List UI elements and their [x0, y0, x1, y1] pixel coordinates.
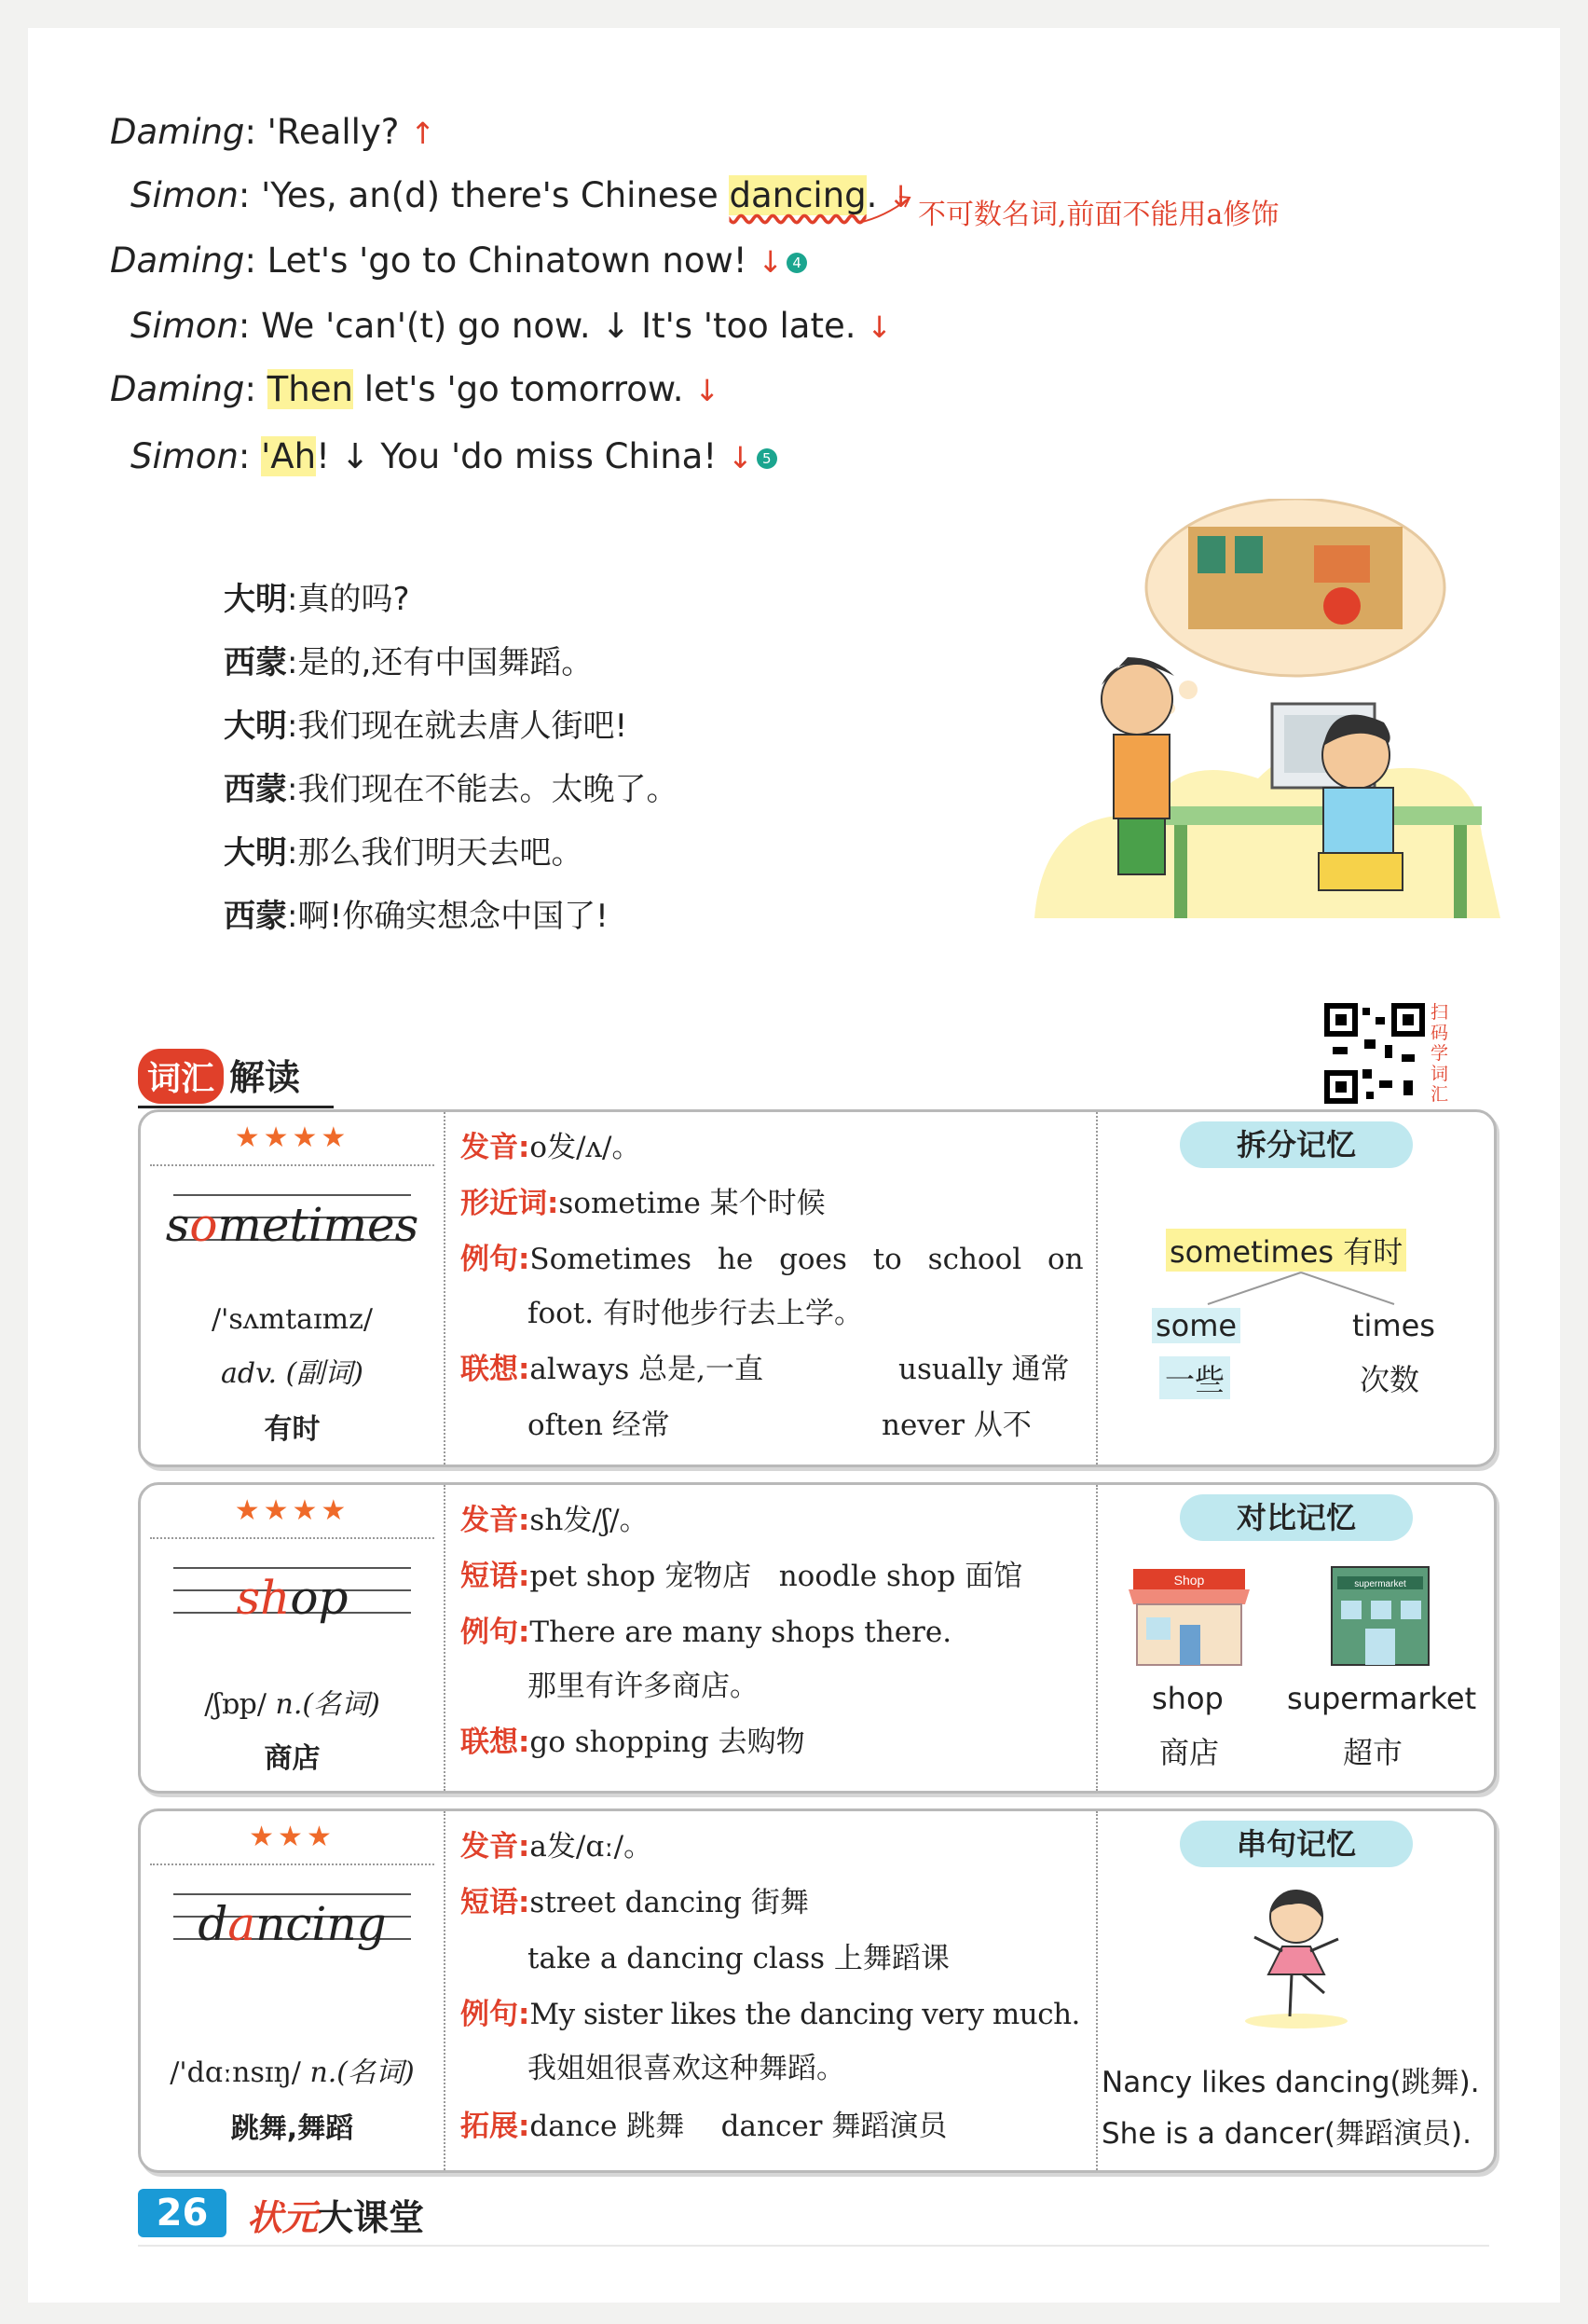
textbook-page	[28, 28, 1560, 2303]
supermarket-icon	[1324, 1560, 1436, 1671]
section-header	[138, 1049, 334, 1108]
split-word: sometimes 有时	[1166, 1229, 1406, 1272]
highlighted-word: Then	[267, 369, 353, 409]
line-text: ! ↓ You 'do miss China!	[316, 436, 718, 476]
line-text: 'Yes, an(d) there's Chinese	[261, 175, 730, 215]
compare-word: shop	[1152, 1681, 1224, 1716]
intonation-mark: ↓	[694, 373, 720, 408]
line-text-end: .	[866, 175, 878, 215]
qr-code-icon[interactable]	[1323, 1002, 1426, 1105]
section-title: 解读	[229, 1057, 301, 1098]
tip-title: 拆分记忆	[1180, 1121, 1413, 1168]
speaker: Daming	[110, 241, 245, 281]
detail-row: 形近词:sometime 某个时候	[460, 1187, 826, 1220]
detail-row: 例句:Sometimes he goes to school on	[460, 1243, 1084, 1276]
detail-row: 我姐姐很喜欢这种舞蹈。	[527, 2052, 845, 2085]
translation-line: 大明:那么我们明天去吧。	[224, 834, 583, 872]
speaker: Daming	[110, 369, 245, 409]
line-text: 真的吗?	[297, 581, 410, 618]
dialogue-line: Daming: Let's 'go to Chinatown now! ↓ 4	[110, 241, 807, 281]
memory-tip-column	[1096, 1112, 1494, 1465]
dancer-girl-illustration	[1236, 1881, 1357, 2030]
detail-row: foot. 有时他步行去上学。	[527, 1297, 863, 1330]
grammar-note	[918, 191, 1279, 232]
detail-row: 发音:sh发/ʃ/。	[460, 1504, 649, 1537]
star-rating: ★★★	[249, 1821, 335, 1853]
speaker: Simon	[130, 436, 239, 476]
detail-row: 发音:a发/ɑː/。	[460, 1830, 653, 1863]
example-sentence: Nancy likes dancing(跳舞).	[1102, 2066, 1480, 2099]
dialogue-line: Simon: We 'can'(t) go now. ↓ It's 'too late. ↓	[130, 306, 893, 346]
svg-text:supermarket: supermarket	[1354, 1579, 1406, 1589]
brand-logo: 状元大课堂	[247, 2197, 425, 2238]
phonetic-line: /'dɑːnsɪŋ/ n.(名词)	[170, 2056, 415, 2089]
speaker: 西蒙	[224, 644, 287, 681]
qr-caption: 扫码学词汇	[1431, 1002, 1449, 1105]
example-sentence: She is a dancer(舞蹈演员).	[1102, 2117, 1472, 2151]
detail-row: take a dancing class 上舞蹈课	[527, 1942, 950, 1975]
word-meaning: 跳舞,舞蹈	[230, 2112, 354, 2145]
translation-line: 西蒙:啊!你确实想念中国了!	[224, 898, 609, 935]
intonation-mark: ↓	[888, 179, 913, 214]
highlighted-word: 'Ah	[261, 436, 317, 476]
intonation-mark: ↑	[410, 116, 435, 151]
tip-title: 串句记忆	[1180, 1821, 1413, 1867]
line-text: 是的,还有中国舞蹈。	[297, 644, 594, 681]
intonation-mark: ↓	[727, 440, 753, 475]
word-column	[141, 1485, 445, 1791]
detail-row: 短语:street dancing 街舞	[460, 1886, 809, 1919]
detail-row: often 经常 never 从不	[527, 1409, 1032, 1442]
translation-line: 西蒙:我们现在不能去。太晚了。	[224, 771, 678, 808]
speaker: 大明	[224, 834, 287, 872]
kids-at-computer-illustration	[1034, 499, 1500, 918]
line-text: We 'can'(t) go now. ↓ It's 'too late.	[261, 306, 856, 346]
headword: sometimes	[165, 1198, 419, 1252]
phonetic-line: /ʃɒp/ n.(名词)	[204, 1688, 380, 1721]
details-column	[444, 1811, 1098, 2170]
dialogue-line: Daming: 'Really? ↑	[110, 112, 435, 152]
vocab-card-shop	[138, 1482, 1497, 1794]
split-part-meaning: 一些	[1159, 1356, 1230, 1399]
detail-row: 拓展:dance 跳舞 dancer 舞蹈演员	[460, 2110, 948, 2143]
speaker: Simon	[130, 175, 239, 215]
detail-row: 短语:pet shop 宠物店 noodle shop 面馆	[460, 1560, 1023, 1593]
compare-meaning: 商店	[1159, 1735, 1220, 1770]
line-text: 啊!你确实想念中国了!	[297, 898, 609, 935]
note-number-badge: 4	[787, 253, 807, 273]
split-part: some	[1152, 1308, 1240, 1343]
note-number-badge: 5	[757, 448, 777, 469]
shop-icon	[1124, 1560, 1254, 1671]
split-part: times	[1352, 1308, 1435, 1343]
dialogue-line: Daming: Then let's 'go tomorrow. ↓	[110, 369, 720, 409]
page-number: 26	[138, 2189, 226, 2237]
headword: shop	[236, 1571, 349, 1625]
word-column	[141, 1112, 445, 1465]
memory-tip-column	[1096, 1485, 1494, 1791]
speaker: 大明	[224, 708, 287, 745]
line-text: Let's 'go to Chinatown now!	[267, 241, 747, 281]
details-column	[444, 1112, 1098, 1465]
translation-line: 大明:我们现在就去唐人街吧!	[224, 708, 628, 745]
detail-row: 发音:o发/ʌ/。	[460, 1131, 641, 1164]
speaker: Daming	[110, 112, 245, 152]
note-text: 不可数名词,前面不能用a修饰	[918, 199, 1280, 231]
memory-tip-column	[1096, 1811, 1494, 2170]
compare-meaning: 超市	[1343, 1735, 1403, 1770]
tip-title: 对比记忆	[1180, 1494, 1413, 1541]
word-meaning: 有时	[264, 1413, 321, 1446]
compare-word: supermarket	[1287, 1681, 1477, 1716]
detail-row: 那里有许多商店。	[527, 1670, 759, 1703]
dialogue-line: Simon: 'Yes, an(d) there's Chinese dancing. ↓	[130, 175, 913, 215]
section-badge: 词汇	[138, 1049, 224, 1104]
word-meaning: 商店	[264, 1742, 321, 1775]
line-text: 我们现在就去唐人街吧!	[297, 708, 628, 745]
vocab-card-sometimes	[138, 1109, 1497, 1467]
speaker: Simon	[130, 306, 239, 346]
word-column	[141, 1811, 445, 2170]
split-part-meaning: 次数	[1360, 1362, 1420, 1397]
speaker: 西蒙	[224, 898, 287, 935]
speaker: 西蒙	[224, 771, 287, 808]
line-text: 我们现在不能去。太晚了。	[297, 771, 678, 808]
intonation-mark: ↓	[758, 244, 784, 280]
line-text: let's 'go tomorrow.	[352, 369, 684, 409]
star-rating: ★★★★	[234, 1121, 350, 1154]
detail-row: 例句:There are many shops there.	[460, 1616, 952, 1649]
translation-line: 西蒙:是的,还有中国舞蹈。	[224, 644, 594, 681]
detail-row: 例句:My sister likes the dancing very much.	[460, 1998, 1080, 2031]
speaker: 大明	[224, 581, 287, 618]
details-column	[444, 1485, 1098, 1791]
phonetic: /'sʌmtaɪmz/	[211, 1303, 374, 1336]
intonation-mark: ↓	[867, 309, 893, 345]
highlighted-word: dancing	[729, 175, 867, 215]
part-of-speech: adv. (副词)	[221, 1357, 363, 1390]
dialogue-line: Simon: 'Ah! ↓ You 'do miss China! ↓ 5	[130, 436, 777, 476]
translation-line: 大明:真的吗?	[224, 581, 410, 618]
star-rating: ★★★★	[234, 1494, 350, 1527]
detail-row: 联想:always 总是,一直 usually 通常	[460, 1353, 1070, 1386]
line-text: 那么我们明天去吧。	[297, 834, 583, 872]
line-text: 'Really?	[267, 112, 400, 152]
arrow-icon	[856, 189, 912, 227]
detail-row: 联想:go shopping 去购物	[460, 1726, 805, 1759]
vocab-card-dancing	[138, 1808, 1497, 2173]
svg-text:Shop: Shop	[1173, 1573, 1205, 1588]
headword: dancing	[198, 1897, 387, 1951]
